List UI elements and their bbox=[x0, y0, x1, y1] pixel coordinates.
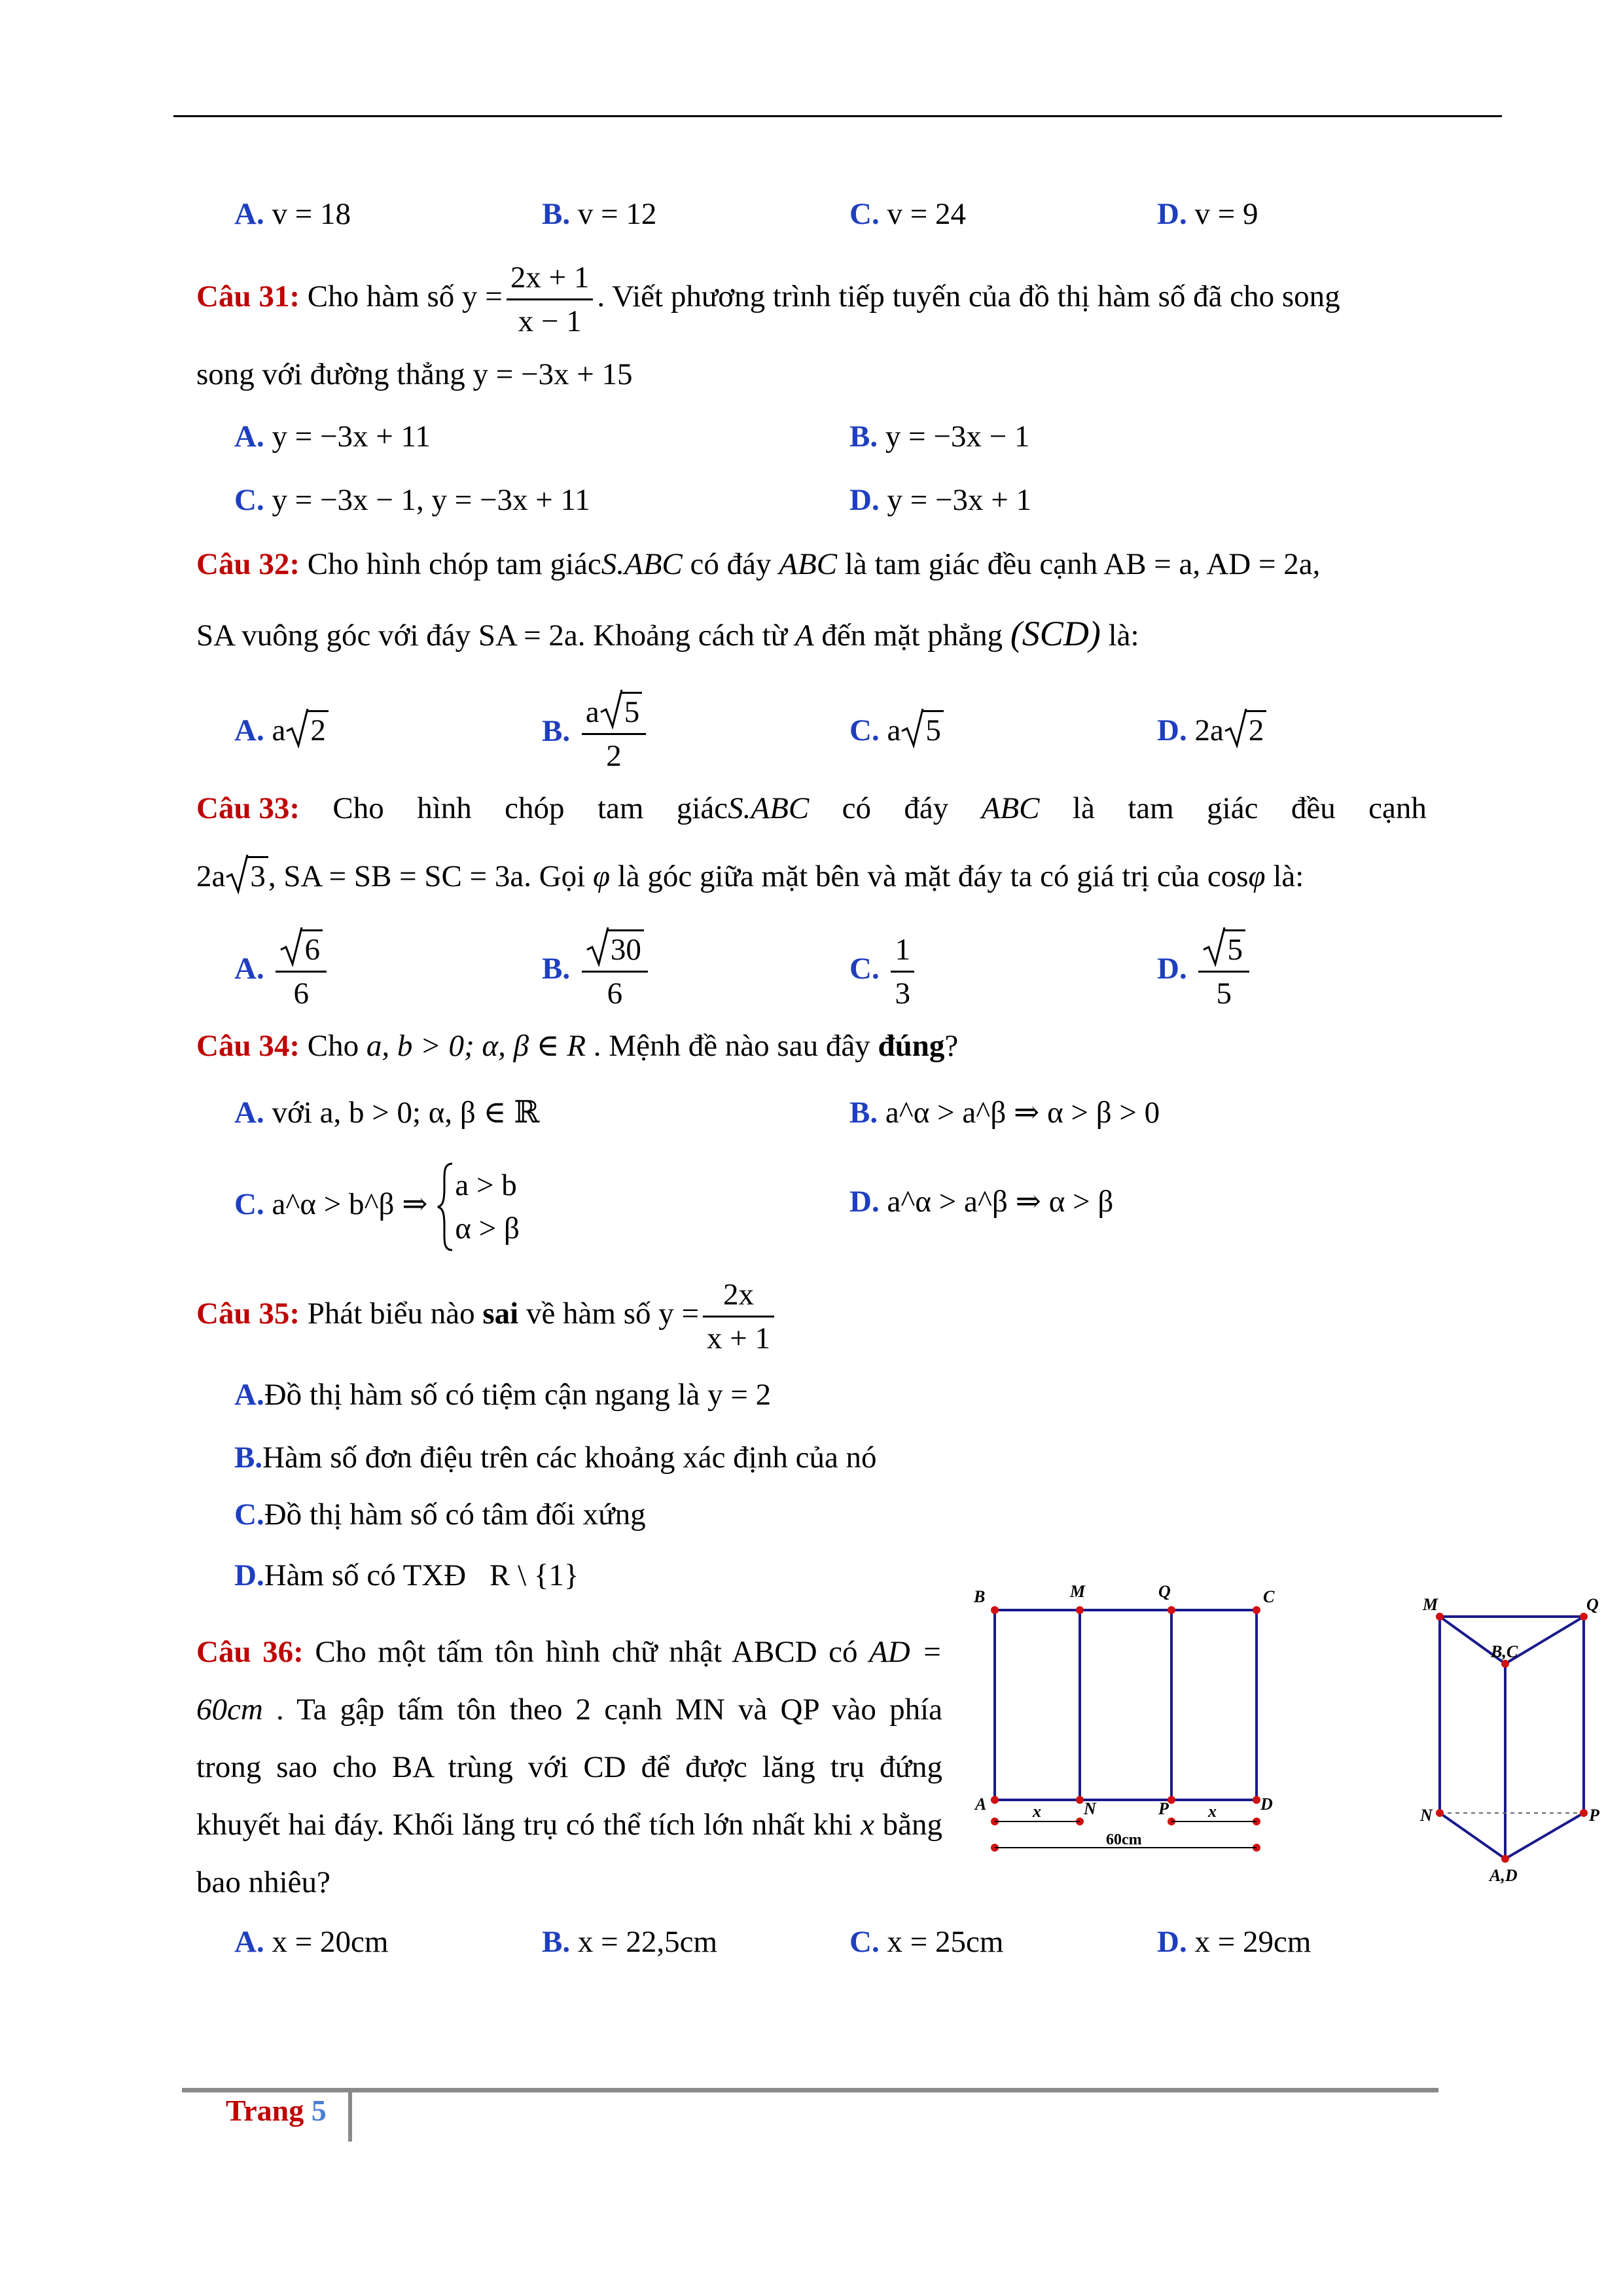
text: . Khoảng cách từ bbox=[577, 619, 788, 653]
math: AB = a, AD = 2a bbox=[1103, 547, 1313, 581]
q31-y-eq: y = bbox=[462, 279, 503, 314]
word: tam bbox=[1128, 791, 1174, 825]
coef: a bbox=[887, 713, 901, 747]
option-math: a^α > b^β ⇒ bbox=[272, 1187, 428, 1221]
option-text: x = 20cm bbox=[272, 1925, 389, 1959]
q32-stem-line2 bbox=[196, 613, 1139, 654]
system bbox=[455, 1164, 520, 1250]
label-x2: x bbox=[1208, 1802, 1217, 1821]
option-label: D. bbox=[849, 483, 880, 517]
q31-option-d[interactable] bbox=[849, 482, 1031, 518]
q33-option-d[interactable] bbox=[1157, 925, 1253, 1014]
option-label: C. bbox=[849, 1925, 880, 1959]
text: Cho bbox=[307, 1029, 359, 1063]
option-label: D. bbox=[1157, 197, 1187, 231]
option-label: A. bbox=[234, 1378, 264, 1412]
option-text: Đồ thị hàm số có tâm đối xứng bbox=[264, 1498, 646, 1532]
option-math: R \ {1} bbox=[489, 1558, 579, 1592]
radicand: 30 bbox=[608, 929, 644, 968]
math-cos: cos bbox=[1207, 859, 1249, 893]
text: là: bbox=[1108, 619, 1139, 653]
radical-icon bbox=[225, 852, 249, 894]
question-label: Câu 32: bbox=[196, 547, 300, 581]
label-P: P bbox=[1589, 1806, 1599, 1825]
text: là góc giữa mặt bên và mặt đáy ta có giá trị của bbox=[617, 859, 1200, 893]
option-text: v = 12 bbox=[577, 197, 657, 231]
option-label: D. bbox=[1157, 713, 1187, 747]
text: . Ta gập tấm tôn theo 2 cạnh MN và QP vào phía trong sao cho BA trùng với CD để được lăng trụ đứng khuyết hai đáy. Khối lăng trụ có thể tích lớn nhất khi bbox=[196, 1693, 943, 1842]
question-label: Câu 36: bbox=[196, 1635, 304, 1669]
vertex-dots bbox=[991, 1606, 1260, 1852]
system-top: a > b bbox=[455, 1168, 517, 1203]
fraction-denominator: x − 1 bbox=[518, 304, 582, 338]
fraction-numerator bbox=[1198, 929, 1249, 973]
fraction-numerator: 2x + 1 bbox=[507, 257, 594, 300]
q30-option-b[interactable] bbox=[542, 196, 656, 232]
option-math: a^α > a^β ⇒ α > β bbox=[887, 1185, 1114, 1219]
sqrt bbox=[1202, 929, 1245, 971]
fraction bbox=[703, 1274, 774, 1359]
radical-icon bbox=[599, 687, 623, 729]
q36-stem bbox=[196, 1623, 942, 1911]
sqrt bbox=[1224, 710, 1267, 749]
radicand: 2 bbox=[1246, 710, 1267, 749]
q31-option-b[interactable] bbox=[849, 419, 1029, 454]
q31-text-after: . Viết phương trình tiếp tuyến của đồ thị hàm số đã cho song bbox=[597, 279, 1340, 314]
q31-line2: song với đường thẳng bbox=[196, 357, 465, 391]
label-x1: x bbox=[1033, 1802, 1041, 1821]
coef: a bbox=[272, 713, 286, 747]
radicand: 5 bbox=[923, 710, 944, 749]
fraction-numerator: 1 bbox=[891, 929, 914, 973]
q32-stem-line1 bbox=[196, 547, 1320, 582]
fraction bbox=[276, 929, 327, 1014]
fraction-denominator: x + 1 bbox=[707, 1321, 771, 1355]
q36-option-a[interactable] bbox=[234, 1924, 388, 1960]
q32-option-a[interactable] bbox=[234, 710, 329, 749]
radical-icon bbox=[285, 706, 309, 748]
text: có đáy bbox=[690, 547, 772, 581]
option-math: a^α > a^β ⇒ α > β > 0 bbox=[885, 1096, 1160, 1130]
q32-option-d[interactable] bbox=[1157, 710, 1266, 749]
option-label: A. bbox=[234, 1925, 264, 1959]
question-label: Câu 31: bbox=[196, 279, 300, 314]
option-label: A. bbox=[234, 1096, 264, 1130]
fraction-numerator bbox=[582, 929, 648, 973]
word: giác bbox=[676, 791, 728, 825]
radicand: 3 bbox=[247, 856, 268, 895]
option-text: y = −3x − 1, y = −3x + 11 bbox=[272, 483, 590, 517]
figure-prism bbox=[1414, 1584, 1610, 1885]
label-M: M bbox=[1423, 1595, 1438, 1614]
q32-option-b[interactable] bbox=[542, 689, 650, 777]
option-label: A. bbox=[234, 713, 264, 747]
math-sabc: S.ABC bbox=[728, 791, 810, 825]
q34-option-a[interactable] bbox=[234, 1094, 539, 1130]
q31-option-a[interactable] bbox=[234, 419, 431, 454]
q30-option-d[interactable] bbox=[1157, 196, 1258, 232]
option-label: B. bbox=[234, 1441, 263, 1475]
text: về hàm số bbox=[526, 1297, 651, 1331]
text: , bbox=[1312, 547, 1321, 581]
label-A: A bbox=[975, 1795, 987, 1814]
math: SA = 2a bbox=[478, 619, 578, 653]
q33-option-c[interactable] bbox=[849, 925, 918, 1014]
text: . Mệnh đề nào sau đây bbox=[593, 1029, 870, 1063]
q35-option-a[interactable] bbox=[234, 1377, 771, 1412]
coef: a bbox=[585, 694, 599, 729]
footer-page bbox=[226, 2093, 327, 2128]
fraction-denominator: 2 bbox=[606, 738, 622, 773]
sqrt bbox=[285, 710, 329, 749]
option-label: B. bbox=[542, 197, 571, 231]
q35-option-c[interactable] bbox=[234, 1497, 646, 1532]
sheet-outline bbox=[995, 1610, 1257, 1800]
math-abc: ABC bbox=[779, 547, 838, 581]
option-text: với bbox=[272, 1096, 312, 1130]
radicand: 2 bbox=[308, 710, 329, 749]
option-text: y = −3x + 1 bbox=[887, 483, 1031, 517]
math: a, b > 0; α, β ∈ R bbox=[366, 1029, 586, 1063]
option-math: a, b > 0; α, β ∈ ℝ bbox=[319, 1096, 540, 1130]
option-text: Hàm số đơn điệu trên các khoảng xác định của nó bbox=[262, 1441, 877, 1475]
question-label: Câu 33: bbox=[196, 791, 300, 825]
fraction-denominator: 6 bbox=[607, 976, 623, 1011]
word: có bbox=[842, 791, 871, 825]
word: giác bbox=[1207, 791, 1258, 825]
option-label: D. bbox=[849, 1185, 880, 1219]
math-ad: AD = 60cm bbox=[196, 1635, 942, 1727]
radical-icon bbox=[586, 925, 609, 967]
word: là bbox=[1072, 791, 1095, 825]
sqrt bbox=[279, 929, 323, 971]
q34-stem bbox=[196, 1028, 958, 1064]
word: hình bbox=[417, 791, 472, 825]
q36-option-b[interactable] bbox=[542, 1924, 717, 1960]
radicand: 6 bbox=[302, 929, 323, 968]
word: chóp bbox=[505, 791, 565, 825]
sqrt bbox=[901, 710, 944, 749]
page-number: 5 bbox=[311, 2094, 327, 2127]
text: đến mặt phẳng bbox=[821, 619, 1003, 653]
option-text: v = 18 bbox=[272, 197, 351, 231]
math: , SA = SB = SC = 3a bbox=[268, 859, 524, 893]
option-label: B. bbox=[849, 420, 878, 454]
math-phi: φ bbox=[1248, 859, 1266, 893]
text: là tam giác đều cạnh bbox=[844, 547, 1098, 581]
option-text: x = 25cm bbox=[887, 1925, 1004, 1959]
q34-option-b[interactable] bbox=[849, 1094, 1160, 1130]
q31-fraction bbox=[507, 257, 594, 342]
option-label: B. bbox=[542, 952, 571, 986]
label-P: P bbox=[1158, 1799, 1169, 1818]
option-label: C. bbox=[234, 483, 264, 517]
word: Cho bbox=[332, 791, 384, 825]
label-Q: Q bbox=[1158, 1582, 1171, 1601]
label-AD: A,D bbox=[1489, 1866, 1518, 1885]
q31-stem-line2 bbox=[196, 357, 632, 392]
math-phi: φ bbox=[592, 859, 610, 893]
fraction-numerator bbox=[582, 691, 646, 735]
text: bằng bao nhiêu? bbox=[196, 1808, 943, 1899]
option-label: B. bbox=[542, 714, 571, 748]
option-label: D. bbox=[234, 1558, 264, 1592]
fraction bbox=[582, 929, 648, 1014]
question-label: Câu 34: bbox=[196, 1029, 300, 1063]
q35-option-d[interactable] bbox=[234, 1558, 579, 1593]
fraction-denominator: 3 bbox=[895, 976, 910, 1011]
footer-divider bbox=[348, 2088, 352, 2142]
text: . Gọi bbox=[524, 859, 586, 893]
option-math: y = 2 bbox=[707, 1378, 772, 1412]
y-eq: y = bbox=[658, 1297, 700, 1331]
option-text: v = 24 bbox=[887, 197, 966, 231]
option-label: C. bbox=[849, 952, 880, 986]
radical-icon bbox=[901, 706, 924, 748]
label-Q: Q bbox=[1586, 1595, 1599, 1614]
text: Cho hình chóp tam giác bbox=[307, 547, 601, 581]
word: tam bbox=[597, 791, 644, 825]
fraction-denominator: 6 bbox=[293, 976, 309, 1011]
option-text: v = 9 bbox=[1194, 197, 1258, 231]
bold-word: sai bbox=[482, 1297, 519, 1331]
word: cạnh bbox=[1368, 791, 1427, 825]
label-60cm: 60cm bbox=[1106, 1831, 1142, 1848]
radicand: 5 bbox=[1224, 929, 1245, 968]
option-label: A. bbox=[234, 197, 264, 231]
sqrt bbox=[599, 691, 643, 733]
label-N: N bbox=[1420, 1806, 1433, 1825]
label-N: N bbox=[1084, 1799, 1096, 1818]
q30-option-c[interactable] bbox=[849, 196, 966, 232]
radical-icon bbox=[279, 925, 303, 967]
fraction bbox=[1198, 929, 1249, 1014]
option-label: D. bbox=[1157, 1925, 1187, 1959]
option-label: C. bbox=[849, 713, 880, 747]
text: SA vuông góc với đáy bbox=[196, 619, 471, 653]
option-text: x = 29cm bbox=[1194, 1925, 1311, 1959]
q36-option-d[interactable] bbox=[1157, 1924, 1311, 1960]
fraction-numerator: 2x bbox=[703, 1274, 774, 1318]
q35-stem bbox=[196, 1268, 778, 1359]
q36-option-c[interactable] bbox=[849, 1924, 1003, 1960]
fraction bbox=[891, 929, 914, 1014]
sqrt bbox=[586, 929, 644, 971]
sqrt bbox=[225, 856, 268, 895]
math-x: x bbox=[861, 1808, 875, 1842]
label-BC: B,C bbox=[1491, 1642, 1518, 1661]
option-text: x = 22,5cm bbox=[577, 1925, 718, 1959]
footer-label: Trang bbox=[226, 2094, 304, 2127]
option-text: Hàm số có TXĐ bbox=[264, 1558, 467, 1592]
option-label: C. bbox=[234, 1498, 264, 1532]
coef: 2a bbox=[196, 859, 226, 893]
word: đáy bbox=[904, 791, 949, 825]
footer-rule bbox=[182, 2088, 1438, 2092]
option-label: C. bbox=[234, 1187, 264, 1221]
question-label: Câu 35: bbox=[196, 1297, 300, 1331]
text: Phát biểu nào bbox=[307, 1297, 475, 1331]
fraction bbox=[582, 691, 646, 777]
math-abc: ABC bbox=[981, 791, 1040, 825]
word: đều bbox=[1291, 791, 1336, 825]
math-plane: (SCD) bbox=[1010, 614, 1101, 653]
option-label: B. bbox=[849, 1096, 878, 1130]
option-label: A. bbox=[234, 952, 264, 986]
q31-line2-math: y = −3x + 15 bbox=[473, 357, 633, 391]
header-rule bbox=[173, 115, 1502, 117]
system-bottom: α > β bbox=[455, 1211, 520, 1246]
left-brace-icon bbox=[435, 1161, 455, 1253]
option-text: y = −3x − 1 bbox=[885, 420, 1030, 454]
q33-stem-line2 bbox=[196, 856, 1304, 895]
radical-icon bbox=[1202, 925, 1226, 967]
q30-option-a[interactable] bbox=[234, 196, 351, 232]
q33-stem-line1 bbox=[196, 791, 1427, 826]
coef: 2a bbox=[1194, 713, 1224, 747]
math-sabc: S.ABC bbox=[601, 547, 683, 581]
q35-option-b[interactable] bbox=[234, 1440, 877, 1475]
fraction-denominator: 5 bbox=[1216, 976, 1232, 1011]
q31-intro: Cho hàm số bbox=[307, 279, 455, 314]
option-text: Đồ thị hàm số có tiệm cận ngang là bbox=[264, 1378, 700, 1412]
option-text: y = −3x + 11 bbox=[272, 420, 431, 454]
figure-flat-sheet bbox=[969, 1571, 1296, 1865]
option-label: D. bbox=[1157, 952, 1187, 986]
q31-stem-line1 bbox=[196, 251, 1340, 342]
q33-option-b[interactable] bbox=[542, 925, 652, 1014]
q33-option-a[interactable] bbox=[234, 925, 330, 1014]
option-label: A. bbox=[234, 420, 264, 454]
q32-option-c[interactable] bbox=[849, 710, 944, 749]
radicand: 5 bbox=[622, 692, 643, 730]
fraction-numerator bbox=[276, 929, 327, 973]
label-M: M bbox=[1070, 1582, 1086, 1601]
radical-icon bbox=[1224, 706, 1247, 748]
label-D: D bbox=[1260, 1795, 1273, 1814]
math-point-a: A bbox=[794, 619, 814, 653]
label-B: B bbox=[974, 1587, 986, 1606]
option-label: C. bbox=[849, 197, 880, 231]
q34-option-d[interactable] bbox=[849, 1183, 1113, 1219]
text: ? bbox=[944, 1029, 959, 1063]
text: là: bbox=[1273, 859, 1304, 893]
q31-option-c[interactable] bbox=[234, 482, 590, 518]
option-label: B. bbox=[542, 1925, 571, 1959]
q34-option-c[interactable] bbox=[234, 1158, 520, 1253]
text: Cho một tấm tôn hình chữ nhật ABCD có bbox=[315, 1635, 858, 1669]
label-C: C bbox=[1263, 1587, 1275, 1606]
bold-word: đúng bbox=[878, 1029, 945, 1063]
